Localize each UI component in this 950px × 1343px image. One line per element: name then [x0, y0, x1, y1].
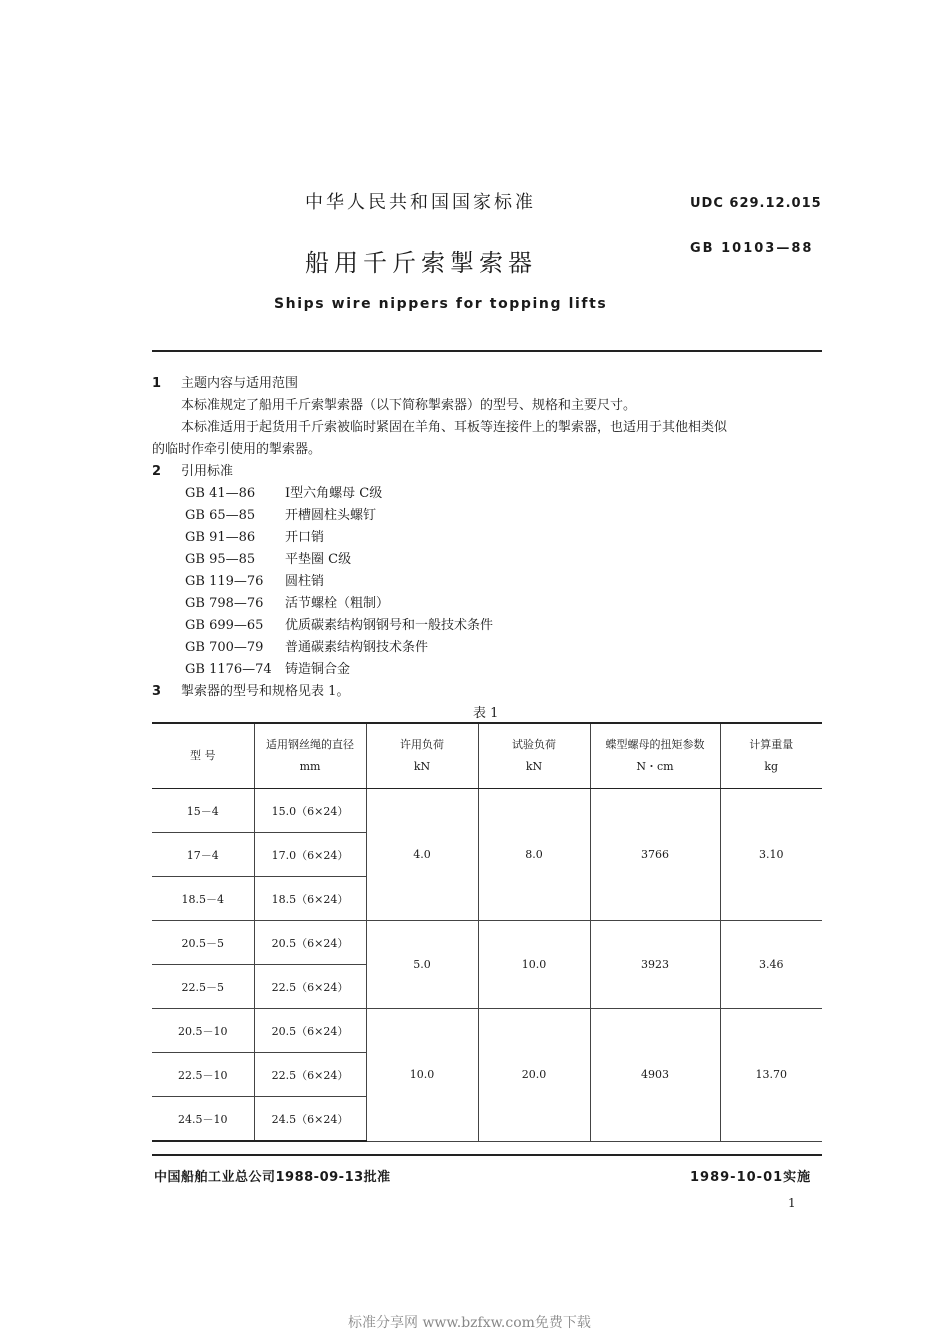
cell-model: 20.5－10 [152, 1009, 254, 1053]
reference-list [185, 483, 493, 681]
header-weight: 计算重量 kg [720, 723, 822, 789]
reference-item: GB 119—76 圆柱销 [185, 574, 325, 589]
cell-weight: 13.70 [720, 1009, 822, 1142]
gb-number: GB 10103—88 [690, 241, 814, 256]
header-torque: 蝶型螺母的扭矩参数 N・cm [590, 723, 720, 789]
reference-item: GB 700—79 普通碳素结构钢技术条件 [185, 640, 429, 655]
section-title: 主题内容与适用范围 [181, 376, 299, 391]
cell-model: 15－4 [152, 789, 254, 833]
cell-wire: 18.5（6×24） [254, 877, 366, 921]
cell-wire: 22.5（6×24） [254, 1053, 366, 1097]
spec-table [152, 722, 822, 1142]
section-number: 3 [152, 684, 162, 699]
cell-torque: 3766 [590, 789, 720, 921]
table-row [152, 1009, 822, 1053]
standard-header: 中华人民共和国国家标准 [305, 192, 536, 213]
section-title: 引用标准 [181, 464, 234, 479]
cell-weight: 3.46 [720, 921, 822, 1009]
table-row [152, 789, 822, 833]
cell-torque: 3923 [590, 921, 720, 1009]
table-row [152, 921, 822, 965]
cell-torque: 4903 [590, 1009, 720, 1142]
reference-item: GB 1176—74 铸造铜合金 [185, 662, 351, 677]
cell-test-load: 8.0 [478, 789, 590, 921]
header-wire-diameter: 适用钢丝绳的直径 mm [254, 723, 366, 789]
table-caption: 表 1 [473, 706, 499, 721]
cell-allowable-load: 5.0 [366, 921, 478, 1009]
section-text: 掣索器的型号和规格见表 1。 [181, 684, 350, 699]
approval-note: 中国船舶工业总公司1988-09-13批准 [154, 1170, 391, 1185]
header-model: 型 号 [152, 723, 254, 789]
cell-allowable-load: 4.0 [366, 789, 478, 921]
reference-item: GB 91—86 开口销 [185, 530, 325, 545]
cell-model: 22.5－5 [152, 965, 254, 1009]
table-header-row [152, 723, 822, 789]
cell-wire: 24.5（6×24） [254, 1097, 366, 1142]
cell-test-load: 10.0 [478, 921, 590, 1009]
cell-model: 18.5－4 [152, 877, 254, 921]
header-rule [152, 350, 822, 352]
reference-item: GB 798—76 活节螺栓（粗制） [185, 596, 390, 611]
section-1-paragraph-1: 本标准规定了船用千斤索掣索器（以下简称掣索器）的型号、规格和主要尺寸。 [181, 398, 637, 413]
cell-wire: 17.0（6×24） [254, 833, 366, 877]
cell-wire: 20.5（6×24） [254, 921, 366, 965]
reference-item: GB 41—86 Ⅰ型六角螺母 C级 [185, 486, 383, 501]
header-allowable-load: 许用负荷 kN [366, 723, 478, 789]
udc-number: UDC 629.12.015 [690, 196, 822, 211]
section-1-paragraph-2a: 本标准适用于起货用千斤索被临时紧固在羊角、耳板等连接件上的掣索器，也适用于其他相类似 [181, 420, 728, 435]
watermark: 标准分享网 www.bzfxw.com免费下载 [348, 1315, 591, 1331]
document-title: 船用千斤索掣索器 [305, 249, 537, 277]
header-test-load: 试验负荷 kN [478, 723, 590, 789]
document-title-english: Ships wire nippers for topping lifts [274, 296, 608, 312]
cell-test-load: 20.0 [478, 1009, 590, 1142]
section-1-heading [152, 373, 298, 395]
footer-rule [152, 1154, 822, 1156]
section-3-heading [152, 681, 349, 703]
reference-item: GB 699—65 优质碳素结构钢钢号和一般技术条件 [185, 618, 494, 633]
cell-weight: 3.10 [720, 789, 822, 921]
section-1-paragraph-2b: 的临时作牵引使用的掣索器。 [152, 442, 322, 457]
cell-allowable-load: 10.0 [366, 1009, 478, 1142]
effective-date: 1989-10-01实施 [690, 1170, 812, 1185]
cell-wire: 20.5（6×24） [254, 1009, 366, 1053]
cell-model: 22.5－10 [152, 1053, 254, 1097]
cell-model: 17－4 [152, 833, 254, 877]
section-2-heading [152, 461, 233, 483]
reference-item: GB 95—85 平垫圈 C级 [185, 552, 352, 567]
reference-item: GB 65—85 开槽圆柱头螺钉 [185, 508, 377, 523]
cell-wire: 15.0（6×24） [254, 789, 366, 833]
page-number: 1 [788, 1196, 796, 1210]
section-number: 2 [152, 464, 162, 479]
cell-wire: 22.5（6×24） [254, 965, 366, 1009]
section-number: 1 [152, 376, 162, 391]
cell-model: 20.5－5 [152, 921, 254, 965]
cell-model: 24.5－10 [152, 1097, 254, 1142]
